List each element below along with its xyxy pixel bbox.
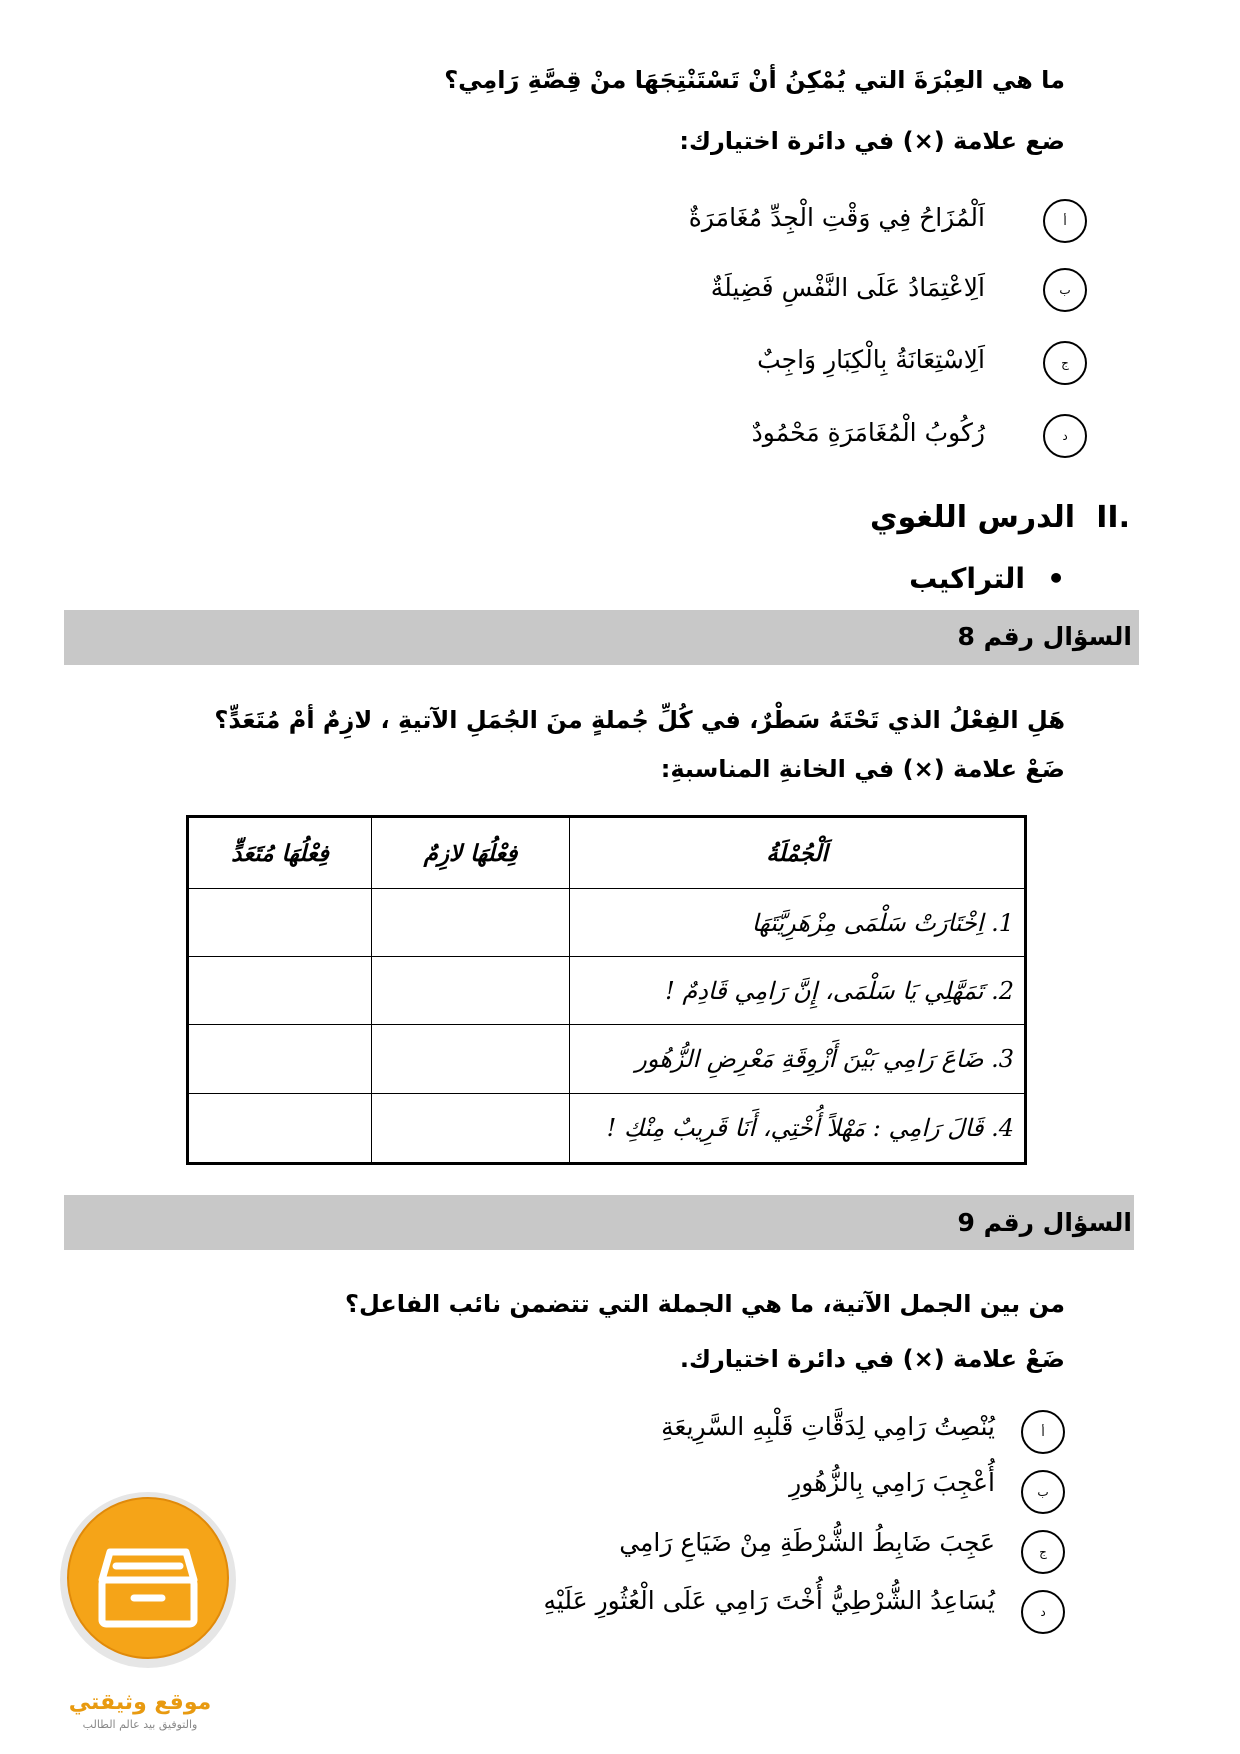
reading-option-c-text: اَلِاسْتِعَانَةُ بِالْكِبَارِ وَاجِبٌ	[757, 345, 985, 374]
q9-option-d-circle[interactable]	[1021, 1590, 1065, 1634]
sentence-cell: 3. ضَاعَ رَامِي بَيْنَ أَزْوِقَةِ مَعْرِضِ الزُّهُور	[570, 1025, 1026, 1093]
intransitive-answer-cell[interactable]	[372, 1025, 570, 1093]
q8-instruction: ضَعْ علامة (×) في الخانةِ المناسبةِ:	[660, 755, 1065, 783]
q9-option-c-letter: ج	[1039, 1545, 1047, 1559]
reading-option-b-text: اَلِاعْتِمَادُ عَلَى النَّفْسِ فَضِيلَةٌ	[710, 273, 985, 302]
archive-box-icon	[58, 1490, 238, 1670]
question-8-label: السؤال رقم 8	[957, 622, 1132, 651]
option-d-circle[interactable]	[1043, 414, 1087, 458]
reading-question: ما هي العِبْرَةَ التي يُمْكِنُ أنْ تَسْتَنْتِجَهَا منْ قِصَّةِ رَامِي؟	[444, 66, 1065, 94]
intransitive-answer-cell[interactable]	[372, 1093, 570, 1163]
q9-option-a-letter: أ	[1041, 1425, 1045, 1439]
transitive-answer-cell[interactable]	[188, 889, 372, 957]
bullet-icon: •	[1047, 562, 1065, 595]
sentence-cell: 2. تَمَهَّلِي يَا سَلْمَى، إِنَّ رَامِي قَادِمٌ !	[570, 957, 1026, 1025]
section-title: الدرس اللغوي	[869, 500, 1075, 535]
q9-option-b-letter: ب	[1037, 1485, 1049, 1499]
q9-option-b-circle[interactable]	[1021, 1470, 1065, 1514]
site-logo	[58, 1490, 238, 1670]
reading-instruction: ضع علامة (×) في دائرة اختيارك:	[679, 127, 1065, 155]
option-a-circle[interactable]	[1043, 199, 1087, 243]
table-row	[188, 889, 1026, 957]
intransitive-answer-cell[interactable]	[372, 889, 570, 957]
q9-option-d-letter: د	[1040, 1605, 1046, 1619]
logo-tagline: والتوفيق بيد عالم الطالب	[82, 1718, 198, 1731]
transitive-answer-cell[interactable]	[188, 957, 372, 1025]
verb-classification-table	[186, 815, 1027, 1165]
q9-instruction: ضَعْ علامة (×) في دائرة اختيارك.	[679, 1345, 1065, 1373]
q9-option-a-text: يُنْصِتُ رَامِي لِدَقَّاتِ قَلْبِهِ السَّرِيعَةِ	[661, 1412, 995, 1441]
reading-option-a-text: اَلْمُزَاحُ فِي وَقْتِ الْجِدِّ مُغَامَرَةٌ	[688, 203, 985, 232]
table-row	[188, 1093, 1026, 1163]
option-b-letter: ب	[1059, 283, 1071, 297]
q9-question: من بين الجمل الآتية، ما هي الجملة التي تتضمن نائب الفاعل؟	[345, 1290, 1065, 1318]
section-number: II.	[1096, 500, 1130, 535]
q9-option-c-circle[interactable]	[1021, 1530, 1065, 1574]
logo-name: موقع وثيقتي	[68, 1690, 212, 1715]
option-a-letter: أ	[1063, 214, 1067, 228]
table-row	[188, 1025, 1026, 1093]
q8-question: هَلِ الفِعْلُ الذي تَحْتَهُ سَطْرٌ، في كُلِّ جُملةٍ منَ الجُمَلِ الآتيةِ ، لازِمٌ أمْ مُتَعَدٍّ؟	[214, 706, 1065, 734]
option-c-circle[interactable]	[1043, 341, 1087, 385]
q9-option-c-text: عَجِبَ ضَابِطُ الشُّرْطَةِ مِنْ ضَيَاعِ رَامِي	[619, 1528, 995, 1557]
intransitive-answer-cell[interactable]	[372, 957, 570, 1025]
q9-option-d-text: يُسَاعِدُ الشُّرْطِيُّ أُخْتَ رَامِي عَلَى الْعُثُورِ عَلَيْهِ	[543, 1586, 995, 1615]
option-d-letter: د	[1062, 429, 1068, 443]
option-b-circle[interactable]	[1043, 268, 1087, 312]
sentence-cell: 4. قَالَ رَامِي : مَهْلاً أُخْتِي، أَنَا قَرِيبٌ مِنْكِ !	[570, 1093, 1026, 1163]
q9-option-b-text: أُعْجِبَ رَامِي بِالزُّهُورِ	[789, 1468, 995, 1497]
table-header-row	[188, 817, 1026, 889]
reading-option-d-text: رُكُوبُ الْمُغَامَرَةِ مَحْمُودٌ	[751, 418, 985, 447]
table-row	[188, 957, 1026, 1025]
question-9-label: السؤال رقم 9	[957, 1208, 1132, 1237]
q9-option-a-circle[interactable]	[1021, 1410, 1065, 1454]
transitive-answer-cell[interactable]	[188, 1093, 372, 1163]
header-sentence: اَلْجُمْلَةُ	[570, 817, 1026, 889]
subsection-title: التراكيب	[909, 562, 1025, 595]
sentence-cell: 1. اِخْتَارَتْ سَلْمَى مِزْهَرِيَّتَهَا	[570, 889, 1026, 957]
header-transitive: فِعْلُهَا مُتَعَدٍّ	[188, 817, 372, 889]
transitive-answer-cell[interactable]	[188, 1025, 372, 1093]
header-intransitive: فِعْلُهَا لازِمٌ	[372, 817, 570, 889]
option-c-letter: ج	[1061, 356, 1069, 370]
